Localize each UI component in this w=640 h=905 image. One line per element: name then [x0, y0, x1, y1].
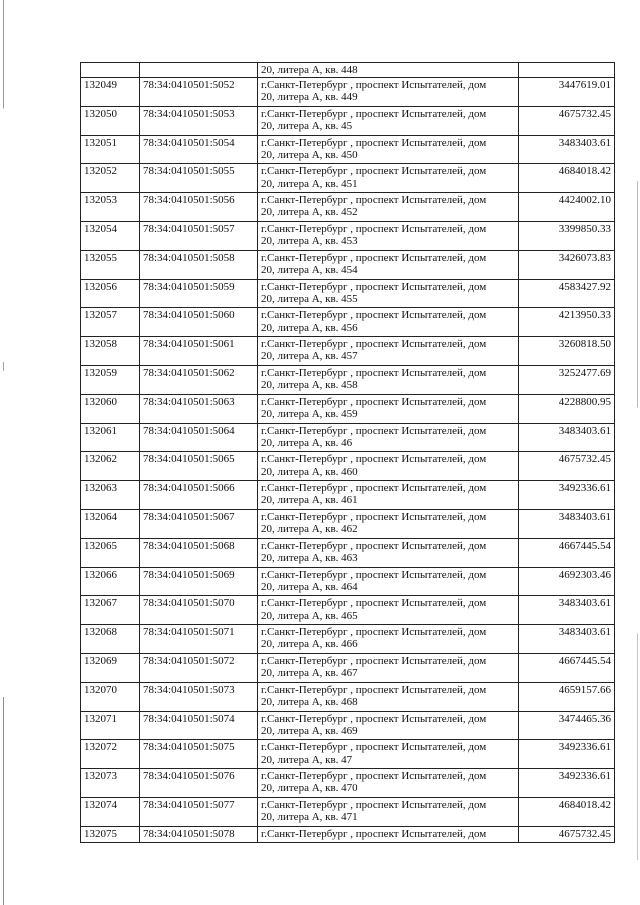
- cadastral-number-cell: 78:34:0410501:5058: [140, 250, 258, 279]
- address-line-1: г.Санкт-Петербург , проспект Испытателей, дом: [261, 770, 487, 783]
- cadastral-number-cell: 78:34:0410501:5069: [140, 567, 258, 596]
- table-row: [81, 308, 615, 337]
- address-line-2: 20, литера А, кв. 466: [261, 638, 358, 651]
- row-number-cell: [81, 63, 140, 78]
- row-number-cell: 132062: [81, 452, 140, 481]
- address-line-1: г.Санкт-Петербург , проспект Испытателей, дом: [261, 683, 487, 696]
- table-row: [81, 193, 615, 222]
- registry-table-body: [81, 63, 615, 843]
- address-cell: [258, 797, 519, 826]
- table-row: [81, 78, 615, 107]
- address-line-2: 20, литера А, кв. 471: [261, 811, 358, 824]
- address-cell: [258, 538, 519, 567]
- address-cell: [258, 106, 519, 135]
- row-number-cell: 132067: [81, 596, 140, 625]
- address-cell: [258, 135, 519, 164]
- table-row: [81, 337, 615, 366]
- address-line-1: г.Санкт-Петербург , проспект Испытателей, дом: [261, 366, 487, 379]
- address-line-2: 20, литера А, кв. 451: [261, 177, 358, 190]
- address-cell: [258, 481, 519, 510]
- address-line-1: г.Санкт-Петербург , проспект Испытателей, дом: [261, 424, 487, 437]
- table-row: [81, 221, 615, 250]
- cadastral-number-cell: 78:34:0410501:5062: [140, 365, 258, 394]
- cadastral-value-cell: 4684018.42: [519, 797, 615, 826]
- address-line-2: 20, литера А, кв. 469: [261, 724, 358, 737]
- cadastral-value-cell: 4228800.95: [519, 394, 615, 423]
- address-line-2: 20, литера А, кв. 460: [261, 465, 358, 478]
- row-number-cell: 132056: [81, 279, 140, 308]
- address-line-1: г.Санкт-Петербург , проспект Испытателей, дом: [261, 165, 487, 178]
- cadastral-value-cell: 3483403.61: [519, 423, 615, 452]
- table-row: [81, 481, 615, 510]
- cadastral-value-cell: 4667445.54: [519, 653, 615, 682]
- address-line-2: 20, литера А, кв. 464: [261, 580, 358, 593]
- cadastral-number-cell: 78:34:0410501:5065: [140, 452, 258, 481]
- cadastral-number-cell: 78:34:0410501:5053: [140, 106, 258, 135]
- table-row: [81, 653, 615, 682]
- cadastral-value-cell: 4659157.66: [519, 682, 615, 711]
- table-row-last: [81, 826, 615, 842]
- address-line-1: г.Санкт-Петербург , проспект Испытателей, дом: [261, 482, 487, 495]
- cadastral-number-cell: 78:34:0410501:5068: [140, 538, 258, 567]
- cadastral-number-cell: 78:34:0410501:5061: [140, 337, 258, 366]
- address-line-2: 20, литера А, кв. 450: [261, 148, 358, 161]
- address-line-1: г.Санкт-Петербург , проспект Испытателей, дом: [261, 626, 487, 639]
- cadastral-number-cell: 78:34:0410501:5054: [140, 135, 258, 164]
- row-number-cell: 132072: [81, 740, 140, 769]
- address-cell: [258, 78, 519, 107]
- address-line-1: г.Санкт-Петербург , проспект Испытателей, дом: [261, 741, 487, 754]
- address-cell: [258, 193, 519, 222]
- table-row: [81, 769, 615, 798]
- address-line-2: 20, литера А, кв. 470: [261, 782, 358, 795]
- row-number-cell: 132068: [81, 625, 140, 654]
- row-number-cell: 132050: [81, 106, 140, 135]
- row-number-cell: 132069: [81, 653, 140, 682]
- cadastral-value-cell: 3483403.61: [519, 135, 615, 164]
- table-row: [81, 596, 615, 625]
- cadastral-value-cell: 3483403.61: [519, 625, 615, 654]
- cadastral-value-cell: 3483403.61: [519, 596, 615, 625]
- cadastral-number-cell: 78:34:0410501:5064: [140, 423, 258, 452]
- table-row: [81, 509, 615, 538]
- table-row: [81, 452, 615, 481]
- address-line-2: 20, литера А, кв. 468: [261, 695, 358, 708]
- row-number-cell: 132059: [81, 365, 140, 394]
- address-line-2: 20, литера А, кв. 448: [261, 64, 358, 76]
- cadastral-value-cell: 4692303.46: [519, 567, 615, 596]
- cadastral-value-cell: 3492336.61: [519, 740, 615, 769]
- cadastral-value-cell: 4667445.54: [519, 538, 615, 567]
- address-line-1: г.Санкт-Петербург , проспект Испытателей, дом: [261, 395, 487, 408]
- cadastral-value-cell: 3474465.36: [519, 711, 615, 740]
- row-number-cell: 132061: [81, 423, 140, 452]
- address-line-1: г.Санкт-Петербург , проспект Испытателей, дом: [261, 510, 487, 523]
- table-row: [81, 106, 615, 135]
- address-line-2: 20, литера А, кв. 457: [261, 350, 358, 363]
- address-line-1: г.Санкт-Петербург , проспект Испытателей, дом: [261, 539, 487, 552]
- address-line-1: г.Санкт-Петербург , проспект Испытателей, дом: [261, 222, 487, 235]
- cadastral-value-cell: 3483403.61: [519, 509, 615, 538]
- cadastral-number-cell: 78:34:0410501:5063: [140, 394, 258, 423]
- address-line-2: 20, литера А, кв. 462: [261, 523, 358, 536]
- address-cell: [258, 711, 519, 740]
- cadastral-number-cell: [140, 63, 258, 78]
- cadastral-value-cell: 4675732.45: [519, 826, 615, 842]
- scan-edge-right: [637, 0, 638, 905]
- cadastral-number-cell: 78:34:0410501:5066: [140, 481, 258, 510]
- address-cell: [258, 740, 519, 769]
- address-cell: [258, 596, 519, 625]
- address-line-2: 20, литера А, кв. 45: [261, 120, 353, 132]
- address-line-2: 20, литера А, кв. 449: [261, 91, 358, 104]
- address-line-1: г.Санкт-Петербург , проспект Испытателей, дом: [261, 280, 487, 293]
- address-cell: [258, 452, 519, 481]
- address-cell: [258, 826, 519, 842]
- row-number-cell: 132070: [81, 682, 140, 711]
- table-row: [81, 625, 615, 654]
- row-number-cell: 132054: [81, 221, 140, 250]
- address-line-2: 20, литера А, кв. 47: [261, 753, 353, 766]
- row-number-cell: 132051: [81, 135, 140, 164]
- cadastral-value-cell: 4684018.42: [519, 164, 615, 193]
- cadastral-number-cell: 78:34:0410501:5074: [140, 711, 258, 740]
- address-line-2: 20, литера А, кв. 454: [261, 263, 358, 276]
- address-line-2: 20, литера А, кв. 458: [261, 379, 358, 392]
- property-registry-table: [80, 62, 615, 843]
- address-cell: [258, 769, 519, 798]
- cadastral-number-cell: 78:34:0410501:5052: [140, 78, 258, 107]
- table-row: [81, 797, 615, 826]
- address-line-2: 20, литера А, кв. 467: [261, 667, 358, 680]
- row-number-cell: 132058: [81, 337, 140, 366]
- address-line-2: 20, литера А, кв. 453: [261, 235, 358, 248]
- row-number-cell: 132075: [81, 826, 140, 842]
- scan-edge-left: [3, 0, 4, 905]
- row-number-cell: 132064: [81, 509, 140, 538]
- table-row: [81, 365, 615, 394]
- address-cell: [258, 567, 519, 596]
- row-number-cell: 132053: [81, 193, 140, 222]
- address-cell: [258, 250, 519, 279]
- address-line-2: 20, литера А, кв. 463: [261, 551, 358, 564]
- cadastral-value-cell: [519, 63, 615, 78]
- cadastral-value-cell: 3260818.50: [519, 337, 615, 366]
- address-cell: [258, 509, 519, 538]
- cadastral-value-cell: 3399850.33: [519, 221, 615, 250]
- address-line-1: г.Санкт-Петербург , проспект Испытателей, дом: [261, 136, 487, 149]
- cadastral-value-cell: 3252477.69: [519, 365, 615, 394]
- table-row: [81, 250, 615, 279]
- cadastral-number-cell: 78:34:0410501:5073: [140, 682, 258, 711]
- address-line-2: 20, литера А, кв. 459: [261, 407, 358, 420]
- row-number-cell: 132060: [81, 394, 140, 423]
- table-row: [81, 423, 615, 452]
- cadastral-value-cell: 4675732.45: [519, 452, 615, 481]
- row-number-cell: 132057: [81, 308, 140, 337]
- address-line-1: г.Санкт-Петербург , проспект Испытателей, дом: [261, 827, 487, 840]
- address-line-1: г.Санкт-Петербург , проспект Испытателей, дом: [261, 568, 487, 581]
- cadastral-value-cell: 4424002.10: [519, 193, 615, 222]
- address-cell: [258, 279, 519, 308]
- address-line-1: г.Санкт-Петербург , проспект Испытателей, дом: [261, 107, 487, 120]
- row-number-cell: 132065: [81, 538, 140, 567]
- row-number-cell: 132063: [81, 481, 140, 510]
- cadastral-number-cell: 78:34:0410501:5055: [140, 164, 258, 193]
- row-number-cell: 132049: [81, 78, 140, 107]
- row-number-cell: 132052: [81, 164, 140, 193]
- address-line-2: 20, литера А, кв. 461: [261, 494, 358, 507]
- address-line-1: г.Санкт-Петербург , проспект Испытателей, дом: [261, 453, 487, 466]
- cadastral-value-cell: 4213950.33: [519, 308, 615, 337]
- cadastral-number-cell: 78:34:0410501:5056: [140, 193, 258, 222]
- address-line-1: г.Санкт-Петербург , проспект Испытателей, дом: [261, 309, 487, 322]
- cadastral-value-cell: 3492336.61: [519, 769, 615, 798]
- address-line-2: 20, литера А, кв. 456: [261, 321, 358, 334]
- cadastral-number-cell: 78:34:0410501:5076: [140, 769, 258, 798]
- address-line-1: г.Санкт-Петербург , проспект Испытателей, дом: [261, 338, 487, 351]
- table-row: [81, 135, 615, 164]
- address-cell: [258, 164, 519, 193]
- row-number-cell: 132073: [81, 769, 140, 798]
- address-cell: [258, 653, 519, 682]
- address-cell: [258, 63, 519, 78]
- address-cell: [258, 625, 519, 654]
- address-line-1: г.Санкт-Петербург , проспект Испытателей, дом: [261, 597, 487, 610]
- table-row: [81, 538, 615, 567]
- cadastral-value-cell: 4675732.45: [519, 106, 615, 135]
- table-row: [81, 567, 615, 596]
- cadastral-number-cell: 78:34:0410501:5072: [140, 653, 258, 682]
- cadastral-value-cell: 3447619.01: [519, 78, 615, 107]
- table-row: [81, 394, 615, 423]
- row-number-cell: 132055: [81, 250, 140, 279]
- table-row: [81, 711, 615, 740]
- table-row: [81, 682, 615, 711]
- table-row: [81, 740, 615, 769]
- row-number-cell: 132071: [81, 711, 140, 740]
- address-cell: [258, 365, 519, 394]
- address-line-2: 20, литера А, кв. 452: [261, 206, 358, 219]
- row-number-cell: 132066: [81, 567, 140, 596]
- address-line-1: г.Санкт-Петербург , проспект Испытателей, дом: [261, 712, 487, 725]
- address-line-1: г.Санкт-Петербург , проспект Испытателей, дом: [261, 251, 487, 264]
- cadastral-number-cell: 78:34:0410501:5077: [140, 797, 258, 826]
- address-cell: [258, 308, 519, 337]
- cadastral-value-cell: 3426073.83: [519, 250, 615, 279]
- table-row: [81, 164, 615, 193]
- address-cell: [258, 221, 519, 250]
- cadastral-number-cell: 78:34:0410501:5071: [140, 625, 258, 654]
- address-cell: [258, 394, 519, 423]
- address-cell: [258, 423, 519, 452]
- cadastral-number-cell: 78:34:0410501:5078: [140, 826, 258, 842]
- cadastral-value-cell: 4583427.92: [519, 279, 615, 308]
- cadastral-number-cell: 78:34:0410501:5067: [140, 509, 258, 538]
- cadastral-number-cell: 78:34:0410501:5059: [140, 279, 258, 308]
- address-cell: [258, 337, 519, 366]
- address-line-1: г.Санкт-Петербург , проспект Испытателей, дом: [261, 654, 487, 667]
- cadastral-number-cell: 78:34:0410501:5075: [140, 740, 258, 769]
- cadastral-value-cell: 3492336.61: [519, 481, 615, 510]
- address-line-1: г.Санкт-Петербург , проспект Испытателей, дом: [261, 194, 487, 207]
- address-line-2: 20, литера А, кв. 455: [261, 292, 358, 305]
- cadastral-number-cell: 78:34:0410501:5057: [140, 221, 258, 250]
- table-row: [81, 279, 615, 308]
- address-line-1: г.Санкт-Петербург , проспект Испытателей, дом: [261, 798, 487, 811]
- row-number-cell: 132074: [81, 797, 140, 826]
- address-line-1: г.Санкт-Петербург , проспект Испытателей, дом: [261, 79, 487, 91]
- cadastral-number-cell: 78:34:0410501:5060: [140, 308, 258, 337]
- table-row-continued: [81, 63, 615, 78]
- address-cell: [258, 682, 519, 711]
- address-line-2: 20, литера А, кв. 465: [261, 609, 358, 622]
- cadastral-number-cell: 78:34:0410501:5070: [140, 596, 258, 625]
- address-line-2: 20, литера А, кв. 46: [261, 436, 353, 449]
